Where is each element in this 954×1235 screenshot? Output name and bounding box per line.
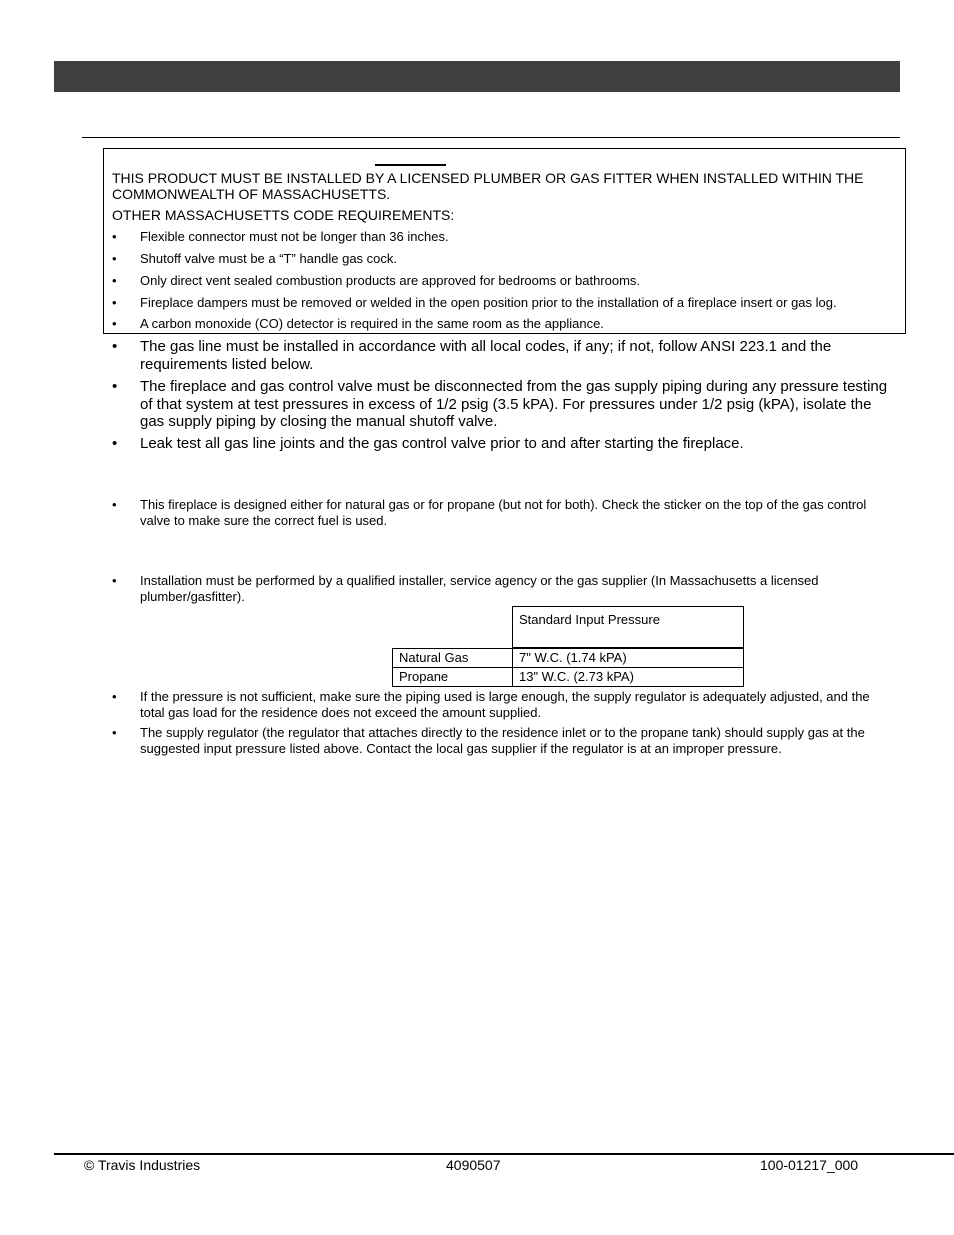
gas-line-item: • Leak test all gas line joints and the gas control valve prior to and after starting the fireplace. <box>112 435 744 452</box>
bullet: • <box>112 689 117 704</box>
after-table-item: • The supply regulator (the regulator that attaches directly to the residence inlet or to the propane tank) should supply gas at the suggested input pressure listed above. Contact the local gas supplier if the regulator is at an improper pressure. <box>112 725 865 756</box>
bullet: • <box>112 229 117 244</box>
bullet: • <box>112 435 118 452</box>
ma-list-item: • Fireplace dampers must be removed or welded in the open position prior to the installation of a fireplace insert or gas log. <box>112 295 837 310</box>
ma-list-item: • Flexible connector must not be longer than 36 inches. <box>112 229 449 244</box>
footer-doc-number: 4090507 <box>446 1157 501 1173</box>
bullet: • <box>112 725 117 740</box>
section-rule <box>82 137 900 138</box>
footer-copyright: © Travis Industries <box>84 1157 201 1173</box>
bullet: • <box>112 497 117 512</box>
ma-list-item: • A carbon monoxide (CO) detector is required in the same room as the appliance. <box>112 316 604 331</box>
footer-part-number: 100-01217_000 <box>760 1157 859 1173</box>
massachusetts-subheading: OTHER MASSACHUSETTS CODE REQUIREMENTS: <box>112 207 455 223</box>
bullet: • <box>112 295 117 310</box>
bullet: • <box>112 573 117 588</box>
installation-item: • Installation must be performed by a qualified installer, service agency or the gas supplier (In Massachusetts a licensed plumber/gasfitter). <box>112 573 819 604</box>
massachusetts-heading: THIS PRODUCT MUST BE INSTALLED BY A LICENSED PLUMBER OR GAS FITTER WHEN INSTALLED WITHIN THE COMMONWEALTH OF MASSACHUSETTS. <box>112 170 864 202</box>
bullet: • <box>112 251 117 266</box>
table-row: Propane 13" W.C. (2.73 kPA) <box>392 667 744 687</box>
gas-line-item: • The fireplace and gas control valve must be disconnected from the gas supply piping during any pressure testing of that system at test pressures in excess of 1/2 psig (3.5 kPA). For pressures under 1/2 psig (kPA), isolate the gas supply piping by closing the manual shutoff valve. <box>112 378 888 430</box>
bullet: • <box>112 378 118 395</box>
notice-underline <box>375 164 446 166</box>
bullet: • <box>112 316 117 331</box>
ma-list-item: • Shutoff valve must be a “T” handle gas cock. <box>112 251 398 266</box>
fuel-item: • This fireplace is designed either for natural gas or for propane (but not for both). Check the sticker on the top of the gas control valve to make sure the correct fuel is used. <box>112 497 867 528</box>
ma-list-item: • Only direct vent sealed combustion products are approved for bedrooms or bathrooms. <box>112 273 641 288</box>
after-table-item: • If the pressure is not sufficient, make sure the piping used is large enough, the supply regulator is adequately adjusted, and the total gas load for the residence does not exceed the amount supplied. <box>112 689 870 720</box>
header-bar <box>54 61 900 92</box>
pressure-table-header: Standard Input Pressure <box>512 606 744 648</box>
bullet: • <box>112 273 117 288</box>
table-row: Natural Gas 7" W.C. (1.74 kPA) <box>392 648 744 668</box>
gas-line-item: • The gas line must be installed in accordance with all local codes, if any; if not, follow ANSI 223.1 and the requirements listed below. <box>112 338 832 373</box>
footer-rule <box>54 1153 954 1155</box>
bullet: • <box>112 338 118 355</box>
